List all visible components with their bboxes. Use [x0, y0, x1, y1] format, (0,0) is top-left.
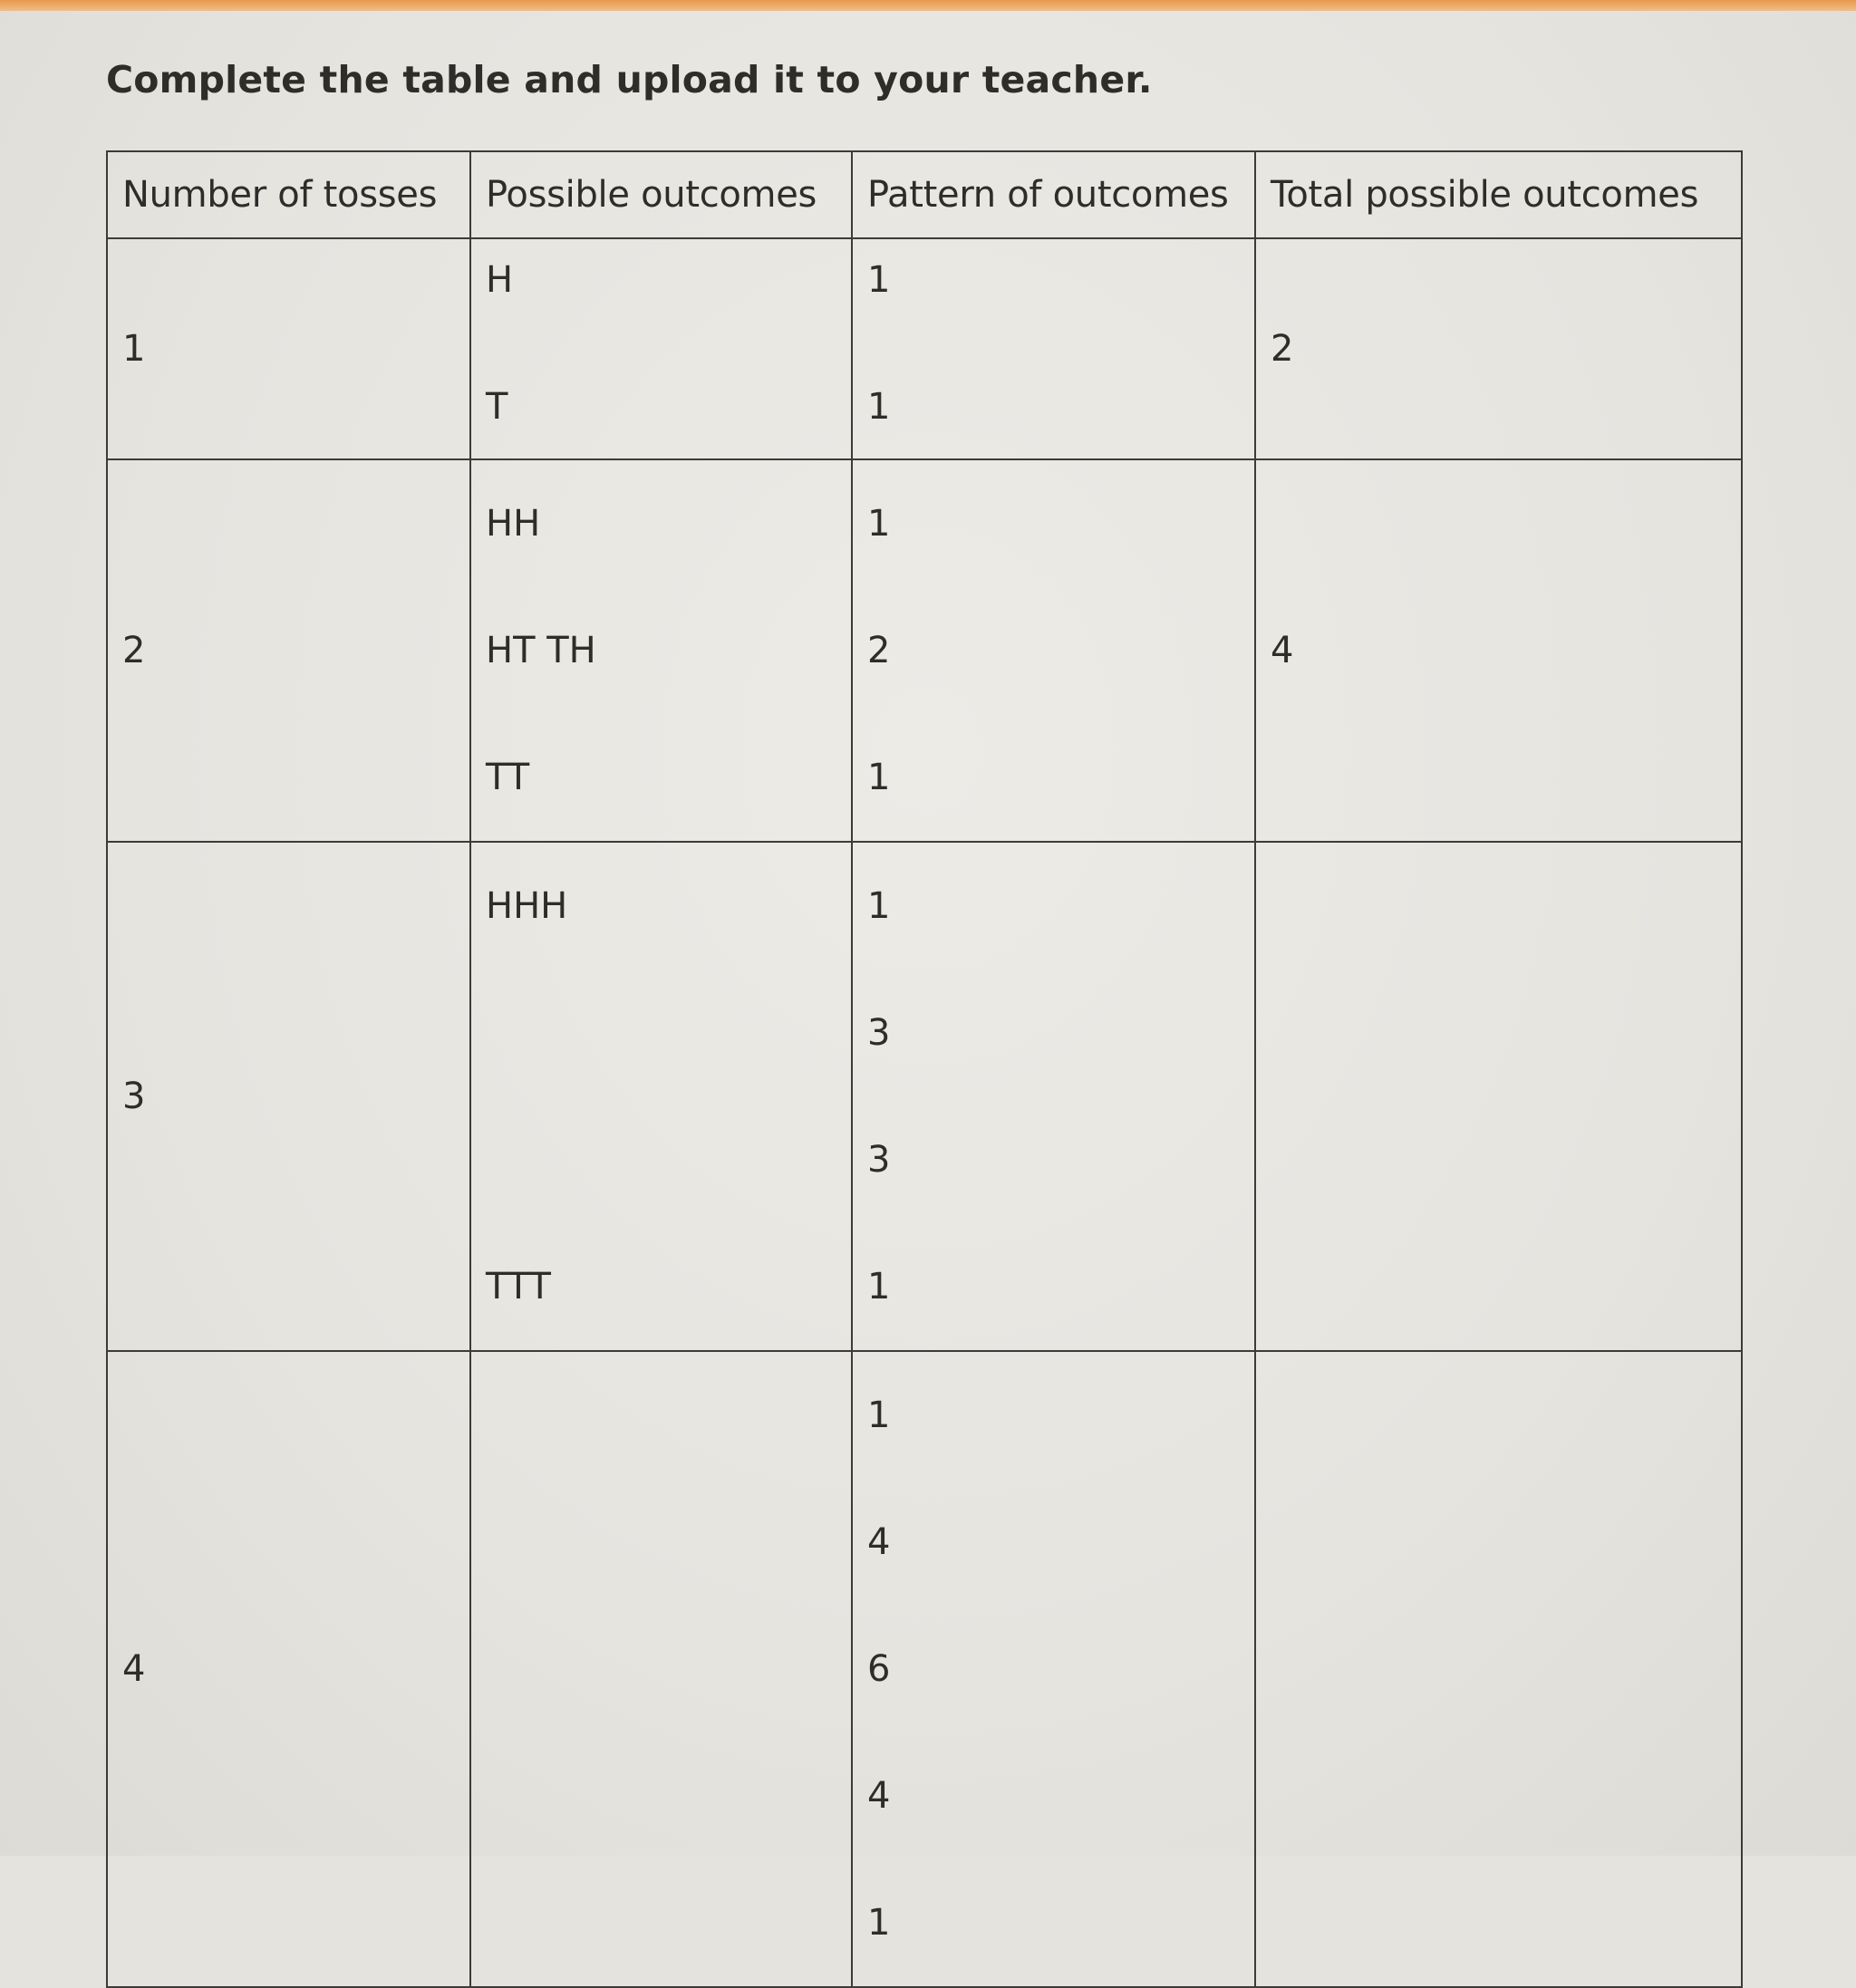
- header-possible-outcomes: Possible outcomes: [470, 151, 852, 238]
- tosses-cell: 2: [107, 459, 470, 842]
- table-row: [107, 459, 1742, 842]
- outcome-entry: [486, 970, 851, 1096]
- tosses-cell: 3: [107, 842, 470, 1351]
- outcome-entry: [486, 1096, 851, 1223]
- pattern-entry: 3: [867, 1139, 891, 1181]
- outcomes-cell[interactable]: [470, 459, 852, 842]
- pattern-entry: 1: [867, 1266, 891, 1308]
- outcome-entry: [486, 1732, 851, 1859]
- pattern-entry: 1: [867, 1394, 891, 1436]
- tosses-cell: 1: [107, 238, 470, 459]
- outcome-entry: [486, 1479, 851, 1606]
- pattern-cell: [852, 1351, 1255, 1987]
- header-row: [107, 151, 1742, 238]
- outcomes-cell[interactable]: [470, 842, 852, 1351]
- pattern-entry: 1: [867, 1902, 891, 1944]
- pattern-cell: [852, 842, 1255, 1351]
- pattern-entry: 1: [867, 885, 891, 927]
- pattern-entry: 1: [867, 757, 891, 798]
- total-cell[interactable]: [1255, 842, 1742, 1351]
- pattern-entry: 1: [867, 503, 891, 545]
- outcome-entry: [486, 1352, 851, 1479]
- header-pattern-of-outcomes: Pattern of outcomes: [852, 151, 1255, 238]
- pattern-cell: [852, 459, 1255, 842]
- outcome-entry: HH: [486, 503, 541, 545]
- pattern-entry: 3: [867, 1012, 891, 1054]
- top-accent-bar: [0, 0, 1856, 11]
- header-total-possible-outcomes: Total possible outcomes: [1255, 151, 1742, 238]
- pattern-entry: 4: [867, 1775, 891, 1817]
- pattern-entry: 6: [867, 1648, 891, 1690]
- outcome-entry: T: [486, 386, 508, 428]
- table-row: [107, 238, 1742, 459]
- pattern-entry: 2: [867, 630, 891, 671]
- pattern-entry: 1: [867, 386, 891, 428]
- outcome-entry: HT TH: [486, 630, 596, 671]
- outcomes-cell[interactable]: [470, 1351, 852, 1987]
- outcome-entry: TT: [486, 757, 530, 798]
- outcome-entry: TTT: [486, 1266, 551, 1308]
- instruction-text: Complete the table and upload it to your teacher.: [106, 58, 1153, 101]
- total-cell[interactable]: 4: [1255, 459, 1742, 842]
- total-cell[interactable]: [1255, 1351, 1742, 1987]
- pattern-cell: [852, 238, 1255, 459]
- coin-toss-table: [106, 150, 1743, 1988]
- pattern-entry: 1: [867, 259, 891, 301]
- total-cell[interactable]: 2: [1255, 238, 1742, 459]
- table-row: [107, 1351, 1742, 1987]
- outcome-entry: [486, 1859, 851, 1986]
- outcome-entry: H: [486, 259, 514, 301]
- tosses-cell: 4: [107, 1351, 470, 1987]
- outcome-entry: HHH: [486, 885, 568, 927]
- outcomes-cell[interactable]: [470, 238, 852, 459]
- outcome-entry: [486, 1606, 851, 1732]
- worksheet: [0, 11, 1856, 1944]
- header-number-of-tosses: Number of tosses: [107, 151, 470, 238]
- table-row: [107, 842, 1742, 1351]
- pattern-entry: 4: [867, 1521, 891, 1563]
